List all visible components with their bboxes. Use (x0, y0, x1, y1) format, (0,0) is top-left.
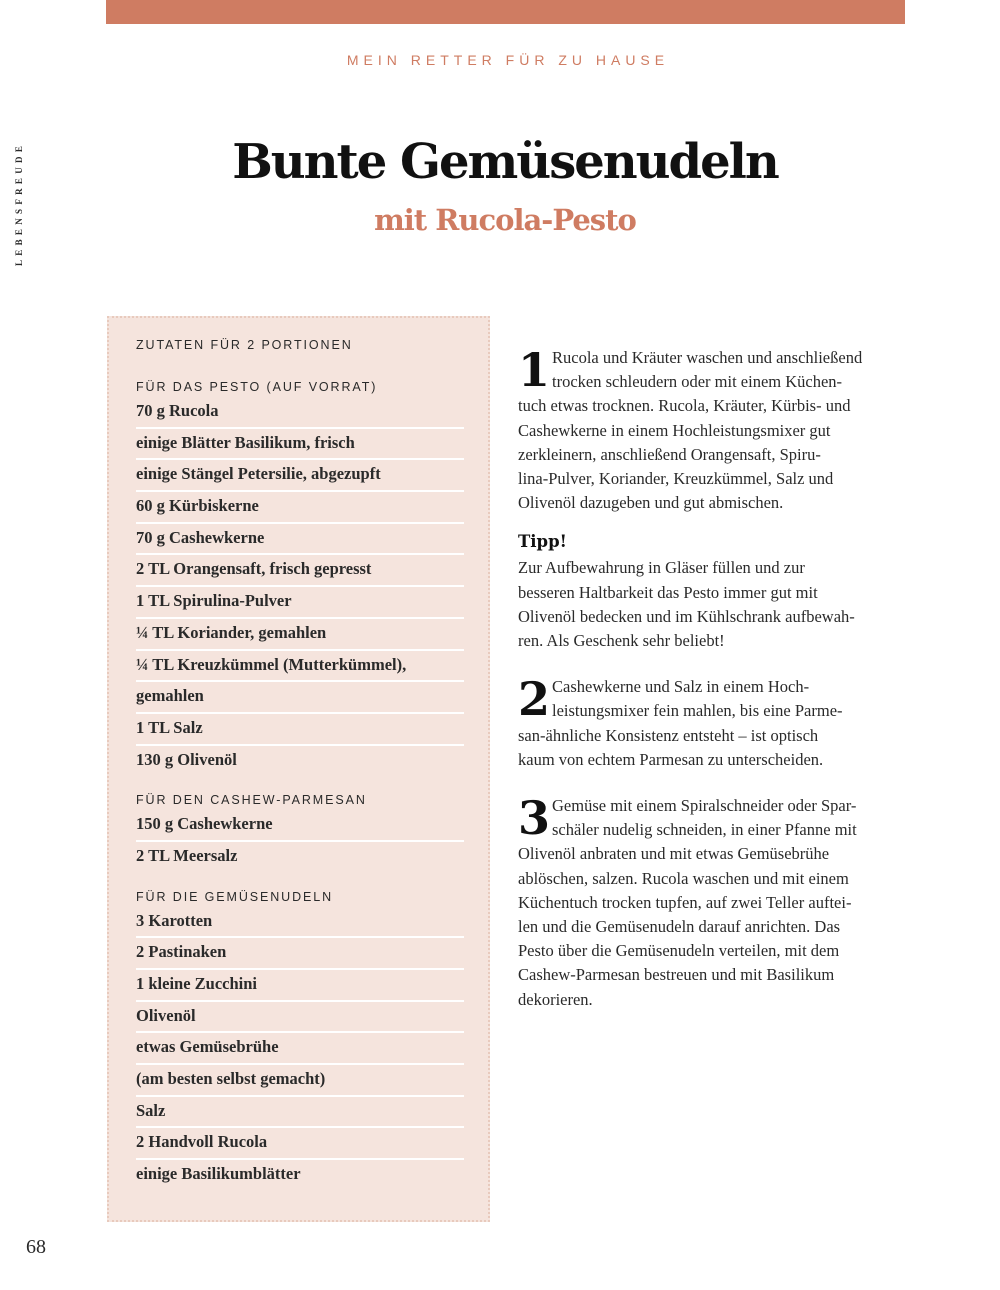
ingredient-item: 70 g Cashewkerne (136, 524, 464, 556)
ingredient-item: 2 Pastinaken (136, 938, 464, 970)
ingredient-item: 70 g Rucola (136, 397, 464, 429)
tip-text-line: Olivenöl bedecken und im Kühlschrank aufbewah- (518, 606, 855, 626)
ingredient-item: 2 TL Orangensaft, frisch gepresst (136, 555, 464, 587)
step-text-line: kaum von echtem Parmesan zu unterscheiden. (518, 749, 824, 769)
step-3 (518, 791, 908, 1012)
ingredient-item: 1 TL Salz (136, 714, 464, 746)
pesto-section-label: FÜR DAS PESTO (AUF VORRAT) (136, 380, 378, 394)
step-text-line: san-ähnliche Konsistenz entsteht – ist optisch (518, 725, 819, 745)
noodles-section-label: FÜR DIE GEMÜSENUDELN (136, 889, 334, 904)
ingredient-item: 2 TL Meersalz (136, 845, 238, 865)
pesto-ingredient-list (136, 397, 464, 777)
running-head: MEIN RETTER FÜR ZU HAUSE (346, 52, 670, 68)
step-text-line: trocken schleudern oder mit einem Küchen- (552, 372, 843, 392)
ingredient-item: 60 g Kürbiskerne (136, 492, 464, 524)
ingredients-box (107, 316, 490, 1222)
step-text-line: Gemüse mit einem Spiralschneider oder Spar- (552, 796, 857, 816)
top-accent-bar (106, 0, 905, 24)
instructions (518, 343, 908, 1012)
step-text-line: zerkleinern, anschließend Orangensaft, Spiru- (518, 444, 821, 464)
tip-text-line: Zur Aufbewahrung in Gläser füllen und zur (518, 558, 805, 578)
ingredient-item: 1 TL Spirulina-Pulver (136, 587, 464, 619)
ingredient-item: gemahlen (136, 682, 464, 714)
step-text-line: Rucola und Kräuter waschen und anschließend (552, 348, 863, 367)
step-number: 2 (518, 672, 551, 727)
step-text-line: Olivenöl anbraten und mit etwas Gemüsebrühe (518, 844, 830, 864)
ingredient-item: 2 Handvoll Rucola (136, 1128, 464, 1160)
ingredient-item: etwas Gemüsebrühe (136, 1033, 464, 1065)
step-number: 1 (518, 343, 551, 397)
page-number: 68 (26, 1236, 46, 1258)
noodles-ingredient-list (136, 907, 464, 1192)
step-text-line: Cashew-Parmesan bestreuen und mit Basilikum (518, 965, 835, 985)
ingredient-item: 130 g Olivenöl (136, 749, 237, 769)
tip-text-line: besseren Haltbarkeit das Pesto immer gut mit (518, 582, 818, 602)
servings-label: ZUTATEN FÜR 2 PORTIONEN (136, 338, 353, 352)
step-text-line: Pesto über die Gemüsenudeln verteilen, mit dem (518, 941, 840, 961)
ingredient-item: ¼ TL Kreuzkümmel (Mutterkümmel), (136, 651, 464, 683)
step-2 (518, 672, 908, 772)
step-text-line: tuch etwas trocknen. Rucola, Kräuter, Kürbis- und (518, 396, 851, 416)
tip-text (518, 556, 908, 653)
ingredient-item: Salz (136, 1097, 464, 1129)
ingredient-item: 1 kleine Zucchini (136, 970, 464, 1002)
step-text-line: lina-Pulver, Koriander, Kreuzkümmel, Salz und (518, 469, 834, 489)
ingredient-item: 3 Karotten (136, 907, 464, 939)
ingredient-item: einige Stängel Petersilie, abgezupft (136, 460, 464, 492)
tip-text-line: ren. Als Geschenk sehr beliebt! (518, 631, 725, 651)
recipe-title: Bunte Gemüsenudeln (232, 134, 778, 190)
step-text-line: ablöschen, salzen. Rucola waschen und mit einem (518, 868, 849, 888)
ingredient-item: 150 g Cashewkerne (136, 810, 464, 842)
ingredient-item: Olivenöl (136, 1002, 464, 1034)
ingredient-item: einige Basilikumblätter (136, 1164, 301, 1184)
ingredients-content (136, 335, 464, 1192)
parmesan-ingredient-list (136, 810, 464, 873)
step-text-line: Cashewkerne in einem Hochleistungsmixer gut (518, 420, 831, 440)
step-text-line: len und die Gemüsenudeln darauf anrichten. Das (518, 917, 841, 937)
parmesan-section-label: FÜR DEN CASHEW-PARMESAN (136, 793, 367, 808)
step-text-line: Küchentuch trocken tupfen, auf zwei Teller auftei- (518, 892, 852, 912)
ingredient-item: einige Blätter Basilikum, frisch (136, 429, 464, 461)
step-text-line: dekorieren. (518, 989, 593, 1009)
recipe-subtitle: mit Rucola-Pesto (374, 203, 636, 237)
step-number: 3 (518, 791, 551, 846)
side-tab-label: LEBENSFREUDE (14, 141, 24, 266)
ingredient-item: (am besten selbst gemacht) (136, 1065, 464, 1097)
step-text-line: leistungsmixer fein mahlen, bis eine Parme- (552, 701, 843, 721)
ingredient-item: ¼ TL Koriander, gemahlen (136, 619, 464, 651)
step-1 (518, 343, 908, 515)
tip-heading: Tipp! (518, 532, 567, 552)
step-text-line: Olivenöl dazugeben und gut abmischen. (518, 493, 784, 513)
step-text-line: Cashewkerne und Salz in einem Hoch- (552, 677, 810, 697)
step-text-line: schäler nudelig schneiden, in einer Pfanne mit (552, 820, 857, 840)
